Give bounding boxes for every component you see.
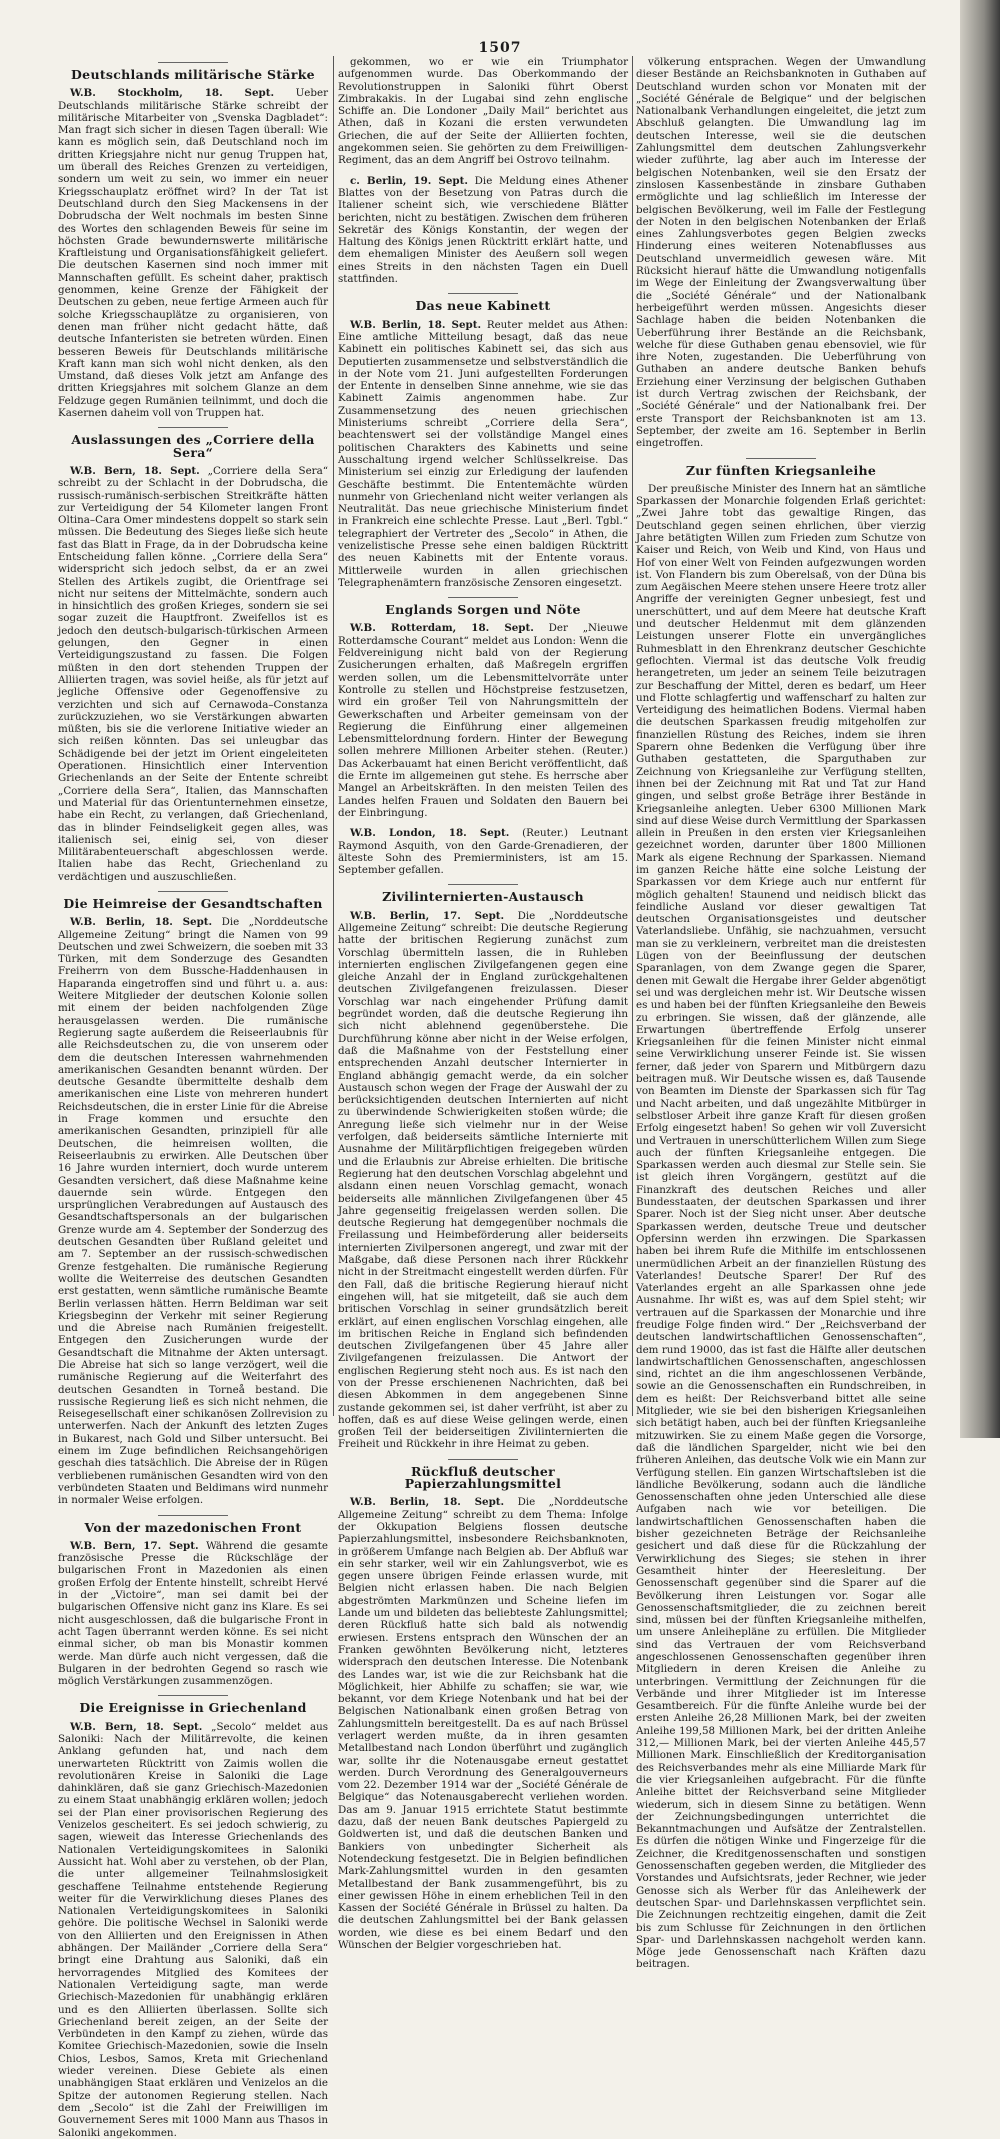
article-text: Die „Norddeutsche Allgemeine Zeitung“ bringt die Namen von 99 Deutschen und zwei Schweizern, die soeben mit 33 Türken, mit dem Sonderzuge des Gesandten Freiherrn von dem Bussche-Haddenhausen in Haparanda eingetroffen sind und führt u. a. aus: Weitere Mitglieder der deutschen Kolonie sollen mit einem der beiden nachfolgenden Züge herausgelassen werden. Die rumänische Regierung sagte außerdem die Reiseerlaubnis für alle Reichsdeutschen zu, die von unserem oder dem die deutschen Interessen wahrnehmenden amerikanischen Gesandten benannt würden. Der deutsche Gesandte übermittelte deshalb dem amerikanischen eine Liste von mehreren hundert Reichsdeutschen, die in erster Linie für die Abreise in Frage kommen und ersuchte den amerikanischen Gesandten, prinzipiell für alle Deutschen, die heimreisen wollten, die Reiseerlaubnis zu erwirken. Alle Deutschen über 16 Jahre wurden interniert, doch wurde unterem Gesandten versichert, daß diese Maßnahme keine dauernde sein würde. Entgegen den ursprünglichen Verabredungen auf Austausch des Gesandtschaftspersonals an der bulgarischen Grenze wurde am 4. September der Sonderzug des deutschen Gesandten über Rußland geleitet und am 7. September an der russisch-schwedischen Grenze festgehalten. Die rumänische Regierung wollte die Weiterreise des deutschen Gesandten erst gestatten, wenn sämtliche rumänische Beamte Berlin verlassen hätten. Herrn Beldiman war seit Kriegsbeginn der Verkehr mit seiner Regierung und die Abreise nach Rumänien freigestellt. Entgegen den Zusicherungen wurde der Gesandtschaft die Mitnahme der Akten untersagt. Die Abreise hat sich so lange verzögert, weil die rumänische Regierung auf die Weiterfahrt des deutschen Gesandten in Torneå bestand. Die russische Regierung ließ es sich nicht nehmen, die Reisegesellschaft einer schikanösen Zollrevision zu unterwerfen. Nach der Ankunft des letzten Zuges in Bukarest, nach Gold und Silber untersucht. Bei einem im Zuge befindlichen Reichsangehörigen geschah dies tatsächlich. Die Abreise der in Rügen verbliebenen rumänischen Gesandten wird von den verbündeten Staaten und Beldimans wird nunmehr in normaler Weise erfolgen. <box>58 916 328 1507</box>
article-body <box>338 910 628 1451</box>
article <box>58 1515 328 1688</box>
article-body <box>58 1721 328 2139</box>
article <box>338 175 628 286</box>
article-text: Die „Norddeutsche Allgemeine Zeitung“ schreibt zu dem Thema: Infolge der Okkupation Belgiens flossen deutsche Papierzahlungsmittel, insbesondere Reichsbanknoten, in größerem Umfange nach Belgien ab. Der Abfluß war ein sehr starker, weil wir ein Zahlungsverbot, wie es gegen unsere übrigen Feinde erlassen wurde, mit Belgien nicht erlassen haben. Die nach Belgien abgeströmten Markmünzen und Scheine liefen im Lande um und bildeten das beliebteste Zahlungsmittel; deren Rückfluß hatte sich bald als notwendig erwiesen. Erstens entsprach den Wünschen der an Franken gewöhnten Bevölkerung nicht, letzteres widersprach den deutschen Interesse. Die Notenbank des Landes war, ist wie die zur Reichsbank hat die Möglichkeit, hier Abhilfe zu schaffen; sie war, wie bekannt, vor dem Kriege Notenbank und hat bei der Belgischen Nationalbank einen großen Betrag von Zahlungsmitteln bereitgestellt. Da es auf nach Brüssel verlagert werden mußte, da in ihren gesamten Metallbestand nach London überführt und zugänglich war, sollte ihr die Notenausgabe erneut gestattet werden. Durch Verordnung des Generalgouverneurs vom 22. Dezember 1914 war der „Société Générale de Belgique“ das Notenausgaberecht verliehen worden. Das am 9. Januar 1915 errichtete Statut bestimmte dazu, daß der neuen Bank deutsches Papiergeld zu Goldwerten ist, und daß die deutschen Banken und Bankiers von unbedingter Sicherheit als Notendeckung festgesetzt. Die in Belgien befindlichen Mark-Zahlungsmittel wurden in den gesamten Metallbestand der Bank zusammengeführt, bis zu einer gewissen Höhe in einem erheblichen Teil in den Kassen der Société Générale in Brüssel zu halten. Da die deutschen Zahlungsmittel bei der Bank gelassen worden, wie diese es bei einem Bedarf und den Wünschen der Belgier vorgeschrieben hat. <box>338 1496 628 1952</box>
headline-rule <box>448 1459 518 1460</box>
article <box>58 427 328 883</box>
article-dateline: W.B. Berlin, 17. Sept. <box>350 909 505 922</box>
article <box>58 1695 328 2138</box>
headline-rule <box>158 1695 228 1696</box>
article-body <box>338 56 628 167</box>
article-headline: Zur fünften Kriegsanleihe <box>685 462 877 478</box>
article-dateline: W.B. Bern, 17. Sept. <box>70 1539 199 1552</box>
article-text: Die Meldung eines Athener Blattes von der Besetzung von Patras durch die Italiener scheint sich, wie verschiedene Blätter berichten, nicht zu bestätigen. Zwischen dem früheren Sekretär des Königs Konstantin, der wegen der Haltung des Königs jenen Rücktritt erklärt hatte, und dem ehemaligen Minister des Aeußern soll wegen eines Streits in den nächsten Tagen ein Duell stattfinden. <box>338 174 628 286</box>
article-body <box>338 622 628 819</box>
headline-rule <box>158 62 228 63</box>
article <box>636 458 926 1971</box>
article-body <box>338 319 628 590</box>
article-body <box>338 175 628 286</box>
headline-rule <box>448 597 518 598</box>
article-dateline: c. Berlin, 19. Sept. <box>350 174 468 187</box>
article-body <box>338 1496 628 1951</box>
headline-rule <box>158 891 228 892</box>
article-body <box>58 465 328 883</box>
article-dateline: W.B. Bern, 18. Sept. <box>70 464 200 477</box>
column-rule <box>333 56 334 1416</box>
article-headline: Von der mazedonischen Front <box>84 1519 302 1535</box>
article-text: „Corriere della Sera“ schreibt zu der Schlacht in der Dobrudscha, die russisch-rumänisch-serbischen Streitkräfte hätten zur Verteidigung der 54 Kilometer langen Front Oltina–Cara Omer mindestens doppelt so stark sein müssen. Die Bedeutung des Sieges ließe sich heute fast das Blatt in Frage, da in der Dobrudscha keine Entscheidung fallen könne. „Corriere della Sera“ widerspricht sich jedoch selbst, da er an zwei Stellen des Artikels zugibt, die Orientfrage sei nicht nur seitens der Mittelmächte, sondern auch in hinsichtlich des großen Krieges, sondern sie sei sogar zuzeit die Hauptfront. Zweifellos ist es jedoch den deutsch-bulgarisch-türkischen Armeen gelungen, den Gegner in einen Verteidigungszustand zu fassen. Die Folgen müßten in den dort stehenden Truppen der Alliierten tragen, was soviel heiße, als für jetzt auf jegliche Offensive oder Gegenoffensive zu verzichten und sich auf Cernawoda–Constanza zurückzuziehen, wo sie Verstärkungen abwarten müßten, bis sie die verlorene Initiative wieder an sich reißen könnten. Das sei unleugbar das Schädigende bei der jetzt im Orient eingeleiteten Operationen. Hinsichtlich einer Intervention Griechenlands an der Seite der Entente schreibt „Corriere della Sera“, Italien, das Mannschaften und Material für das Orientunternehmen einsetze, habe ein Recht, zu verlangen, daß Griechenland, das in blinder Feindseligkeit gegen alles, was italienisch sei, einig sei, von dieser Militärabenteuerschaft abgeschlossen werde. Italien habe das Recht, Griechenland zu verdächtigen und auszuschließen. <box>58 464 328 883</box>
article-headline: Das neue Kabinett <box>415 298 551 314</box>
article-headline: Deutschlands militärische Stärke <box>71 67 315 82</box>
article-body <box>58 1540 328 1688</box>
article-body <box>58 87 328 419</box>
article <box>58 891 328 1507</box>
page-number: 1507 <box>478 40 522 56</box>
headline-rule <box>448 884 518 885</box>
column-3 <box>636 56 926 1971</box>
article-text: völkerung entsprachen. Wegen der Umwandlung dieser Bestände an Reichsbanknoten in Guthaben auf Deutschland wurden schon vor Monaten mit der „Société Générale de Belgique“ und der belgischen Nationalbank Verhandlungen eingeleitet, die jetzt zum Abschluß gelangten. Die Umwandlung lag im deutschen Interesse, weil sie die deutschen Zahlungsmittel dem deutschen Zahlungsverkehr wieder zuführte, lag aber auch im Interesse der belgischen Notenbanken, weil sie den Ersatz der zinslosen Kassenbestände in zinsbare Guthaben ermöglichte und lag schließlich im Interesse der belgischen Bevölkerung, weil im Falle der Festlegung der Noten in den belgischen Notenbanken der Erlaß eines Zahlungsverbotes gegen Belgien zwecks Hinderung eines weiteren Notenabflusses aus Deutschland unvermeidlich gewesen wäre. Mit Rücksicht hierauf hätte die Umwandlung notigenfalls im Wege der Einleitung der Zwangsverwaltung über die „Société Générale“ und der Nationalbank herbeigeführt werden müssen. Angesichts dieser Sachlage haben die beiden Notenbanken die Ueberführung ihrer Bestände an die Reichsbank, welche für diese Guthaben genau ebensoviel, wie für ihre Noten, zugestanden. Die Ueberführung von Guthaben an andere deutsche Banken behufs Erziehung einer Verzinsung der belgischen Guthaben ist durch Vertrag zwischen der Reichsbank, der „Société Générale“ und der Nationalbank frei. Der erste Transport der Reichsbanknoten ist am 13. September, der zweite am 16. September in Berlin eingetroffen. <box>636 56 926 450</box>
article-text: Ueber Deutschlands militärische Stärke schreibt der militärische Mitarbeiter von „Svenska Dagbladet“: Man fragt sich sicher in diesen Tagen überall: Wie kann es möglich sein, daß Deutschland noch im dritten Kriegsjahre nicht nur genug Truppen hat, um überall des Reiches Grenzen zu verteidigen, sondern um weit zu sein, wo immer ein neuer Kriegsschauplatz eröffnet wird? In der Tat ist Deutschland durch den Sieg Mackensens in der Dobrudscha der Welt nochmals im besten Sinne des Wortes den schlagenden Beweis für seine im höchsten Grade bewundernswerte militärische Kraftleistung und Organisationsfähigkeit geliefert. Die deutschen Kasernen sind noch immer mit Mannschaften gefüllt. Es scheint daher, praktisch genommen, keine Grenze der Fähigkeit der Deutschen zu geben, neue fertige Armeen auch für solche Kriegsschauplätze zu organisieren, von denen man früher nicht gedacht hätte, daß deutsche Infanteristen sie betreten würden. Einen besseren Beweis für Deutschlands militärische Kraft kann man sich wohl nicht denken, als den Umstand, daß dieses Volk jetzt am Anfange des dritten Kriegsjahres mit solchem Glanze an dem Feldzuge gegen Rumänien teilnimmt, und doch die Kasernen daheim voll von Truppen hat. <box>58 87 328 420</box>
article-dateline: W.B. Berlin, 18. Sept. <box>350 1496 505 1509</box>
headline-rule <box>158 427 228 428</box>
article-headline: Rückfluß deutscher Papierzahlungsmittel <box>404 1463 562 1492</box>
headline-rule <box>746 458 816 459</box>
article <box>636 56 926 450</box>
article-body <box>636 56 926 450</box>
article-text: gekommen, wo er wie ein Triumphator aufgenommen wurde. Das Oberkommando der Revolutionstruppen in Saloniki führt Oberst Zimbrakakis. In der Lugabai sind zehn englische Schiffe an. Die Londoner „Daily Mail“ berichtet aus Athen, daß in Kozani die ersten verwundeten Griechen, die auf der Seite der Alliierten fochten, angekommen seien. Sie gehörten zu dem Freiwilligen-Regiment, das an dem Angriff bei Ostrovo teilnahm. <box>338 56 628 167</box>
article <box>338 827 628 876</box>
article-headline: Zivilinternierten-Austausch <box>382 889 584 905</box>
article-headline: Englands Sorgen und Nöte <box>385 602 581 618</box>
headline-rule <box>158 1515 228 1516</box>
article <box>338 293 628 589</box>
article-text: (Reuter.) Leutnant Raymond Asquith, von den Garde-Grenadieren, der älteste Sohn des Premierministers, ist am 15. September gefallen. <box>338 827 629 877</box>
article-text: Während die gesamte französische Presse die Rückschläge der bulgarischen Front in Mazedonien als einen großen Erfolg der Entente hinstellt, schreibt Hervé in der „Victoire“, man sei damit bei der bulgarischen Offensive nicht ganz ins Klare. Es sei nicht ausgeschlossen, daß die bulgarische Front in acht Tagen überrannt werden könne. Es sei nicht einmal sicher, ob man bis Monastir kommen werde. Man dürfe auch nicht vergessen, daß die Bulgaren in der bedrohten Gegend so rasch wie möglich Verstärkungen zusammenzögen. <box>58 1539 329 1688</box>
column-2 <box>338 56 629 1952</box>
headline-rule <box>448 293 518 294</box>
article-body <box>636 483 926 1971</box>
column-1 <box>58 56 329 2139</box>
article <box>58 62 328 419</box>
article-headline: Die Heimreise der Gesandtschaften <box>63 896 323 911</box>
article-headline: Die Ereignisse in Griechenland <box>79 1700 307 1716</box>
article-dateline: W.B. Rotterdam, 18. Sept. <box>350 622 534 635</box>
article-text: Der „Nieuwe Rotterdamsche Courant“ meldet aus London: Wenn die Feldvereinigung nicht bald von der Regierung Zusicherungen erhalten, daß Maßregeln ergriffen werden sollen, um die Lebensmittelvorräte unter Kontrolle zu stellen und Höchstpreise festzusetzen, wird ein großer Teil von Nahrungsmitteln der Gewerkschaften und Arbeiter gemeinsam von der Regierung die Einführung einer allgemeinen Lebensmittelordnung fordern. Hinter der Bewegung sollen mehrere Millionen Arbeiter stehen. (Reuter.) Das Ackerbauamt hat einen Bericht veröffentlicht, daß die Ernte im allgemeinen gut stehe. Es herrsche aber Mangel an Arbeitskräften. In den meisten Teilen des Landes helfen Frauen und Soldaten den Bauern bei der Einbringung. <box>338 622 628 819</box>
article-text: Die „Norddeutsche Allgemeine Zeitung“ schreibt: Die deutsche Regierung hatte der britischen Regierung zunächst zum Vorschlag übermitteln lassen, die in Ruhleben internierten englischen Zivilgefangenen gegen eine gleiche Anzahl der in England zurückgehaltenen deutschen Zivilgefangenen freizulassen. Dieser Vorschlag war nach eingehender Prüfung damit begründet worden, daß die deutsche Regierung ihn sich nicht ablehnend gegenüberstehe. Die Durchführung könne aber nicht in der Weise erfolgen, daß die Maßnahme von der Feststellung einer entsprechenden Anzahl deutscher Internierter in England abhängig gemacht werde, da ein solcher Austausch schon wegen der Frage der Auswahl der zu berücksichtigenden deutschen Internierten auf nicht zu überwindende Schwierigkeiten stoßen würde; die Anregung ließe sich vielmehr nur in der Weise verfolgen, daß beiderseits sämtliche Internierte mit Ausnahme der Militärpflichtigen freigegeben würden und die Erlaubnis zur Abreise erhielten. Die britische Regierung hat den deutschen Vorschlag abgelehnt und alsdann einen neuen Vorschlag gemacht, wonach beiderseits alle männlichen Zivilgefangenen über 45 Jahre gegenseitig freigelassen werden sollen. Die deutsche Regierung hat demgegenüber nochmals die Freilassung und Heimbeförderung aller beiderseits internierten Zivilpersonen angeregt, und zwar mit der Maßgabe, daß diese Personen nach ihrer Rückkehr nicht in der Streitmacht eingestellt werden dürfen. Für den Fall, daß die britische Regierung hierauf nicht eingehen will, hat sie mitgeteilt, daß sie auch dem britischen Vorschlag in seiner grundsätzlich bereit erklärt, auf einen englischen Vorschlag eingehen, alle im britischen Reiche in England sich befindenden deutschen Zivilgefangenen über 45 Jahre aller Zivilgefangenen freizulassen. Die Antwort der englischen Regierung steht noch aus. Es ist nach den von der Presse erschienenen Nachrichten, daß bei diesen Abkommen in dem angegebenen Sinne zustande gekommen sei, ist daher verfrüht, ist aber zu hoffen, daß es auf diese Weise gelingen werde, einen großen Teil der beiderseitigen Zivilinternierten die Freiheit und Rückkehr in ihre Heimat zu geben. <box>338 909 628 1451</box>
article-dateline: W.B. Stockholm, 18. Sept. <box>70 87 275 100</box>
article-text: Der preußische Minister des Innern hat an sämtliche Sparkassen der Monarchie folgenden Erlaß gerichtet: „Zwei Jahre tobt das gewaltige Ringen, das Deutschland gegen seinen ehrlichen, über vierzig Jahre betätigten Willen zum Frieden zum Schutze von Kaiser und Reich, von Weib und Kind, von Haus und Hof von einer Welt von Feinden aufgezwungen worden ist. Von Flandern bis zum Oberelsaß, von der Düna bis zum Aegäischen Meere stehen unsere Heere trotz aller Angriffe der vereinigten Gegner unbesiegt, fest und unerschüttert, und auf dem Meere hat deutsche Kraft und deutscher Heldenmut mit dem glänzenden Leistungen unserer Flotte ein unvergängliches Ruhmesblatt in den Ehrenkranz deutscher Geschichte geflochten. Viermal ist das deutsche Volk freudig herangetreten, um jeder an seinem Teile beizutragen zur Beschaffung der Mittel, deren es bedarf, um Heer und Flotte schlagfertig und waffenscharf zu halten zur Verteidigung des heimatlichen Bodens. Viermal haben die deutschen Sparkassen freudig mitgeholfen zur finanziellen Rüstung des Reiches, indem sie ihren Sparern ohne Bedenken die Verfügung über ihre Guthaben gestatteten, die Sparguthaben zur Zeichnung von Kriegsanleihe zur Verfügung stellten, ihnen bei der Zeichnung mit Rat und Tat zur Hand gingen, und selbst große Beträge ihrer Bestände in Kriegsanleihe anlegten. Ueber 6300 Millionen Mark sind auf diese Weise durch Vermittlung der Sparkassen allein in Preußen in den ersten vier Kriegsanleihen gezeichnet worden, darunter über 1800 Millionen Mark als eigene Rechnung der Sparkassen. Niemand im ganzen Reiche hätte eine solche Leistung der Sparkassen vor dem Kriege auch nur entfernt für möglich gehalten! Staunend und neidisch blickt das feindliche Ausland vor dieser gewaltigen Tat deutschen Organisationsgeistes und deutscher Vaterlandsliebe. Unfähig, sie nachzuahmen, versucht man sie zu verkleinern, verbreitet man die dreistesten Lügen von der Beeinflussung der deutschen Sparanlagen, von dem Zwange gegen die Sparer, denen mit Gewalt die Hergabe ihrer Gelder abgenötigt sei und was dergleichen mehr ist. Wir Deutsche wissen es und haben bei der fünften Kriegsanleihe den Beweis zu erbringen. Sie wissen, daß der glänzende, alle Erwartungen übertreffende Erfolg unserer Kriegsanleihen für die feinen Minister nicht einmal seine Verwirklichung unserer Feinde ist. Sie wissen ferner, daß jeder von Sparern und Mitbürgern dazu beitragen muß. Wir Deutsche wissen es, daß Tausende von Beamten im Dienste der Sparkassen sich für Tag und Nacht arbeiten, und daß ungezählte Mitbürger in selbstloser Arbeit ihre ganze Kraft für diesen großen Erfolg eingesetzt haben! So gehen wir voll Zuversicht und Vertrauen in unerschütterlichem Willen zum Siege auch der fünften Kriegsanleihe entgegen. Die Sparkassen werden auch diesmal zur Stelle sein. Sie ist gleich ihren Vorgängern, gestützt auf die Finanzkraft des deutschen Reiches und aller Bundesstaaten, der deutschen Sparkassen und ihrer Sparer. Noch ist der Sieg nicht unser. Aber deutsche Sparkassen werden, deutsche Treue und deutscher Opfersinn werden ihn erzwingen. Die Sparkassen haben bei ihrem Rufe die Mithilfe im entschlossenen unermüdlichen Arbeit an der finanziellen Rüstung des Vaterlandes! Deutsche Sparer! Der Ruf des Vaterlandes ergeht an alle Sparkassen ohne jede Ausnahme. Ihr wißt es, was auf dem Spiel steht; wir vertrauen auf die Sparkassen der Monarchie und ihre freudige Folge finden wird.“ Der „Reichsverband der deutschen landwirtschaftlichen Genossenschaften“, dem rund 19000, das ist fast die Hälfte aller deutschen landwirtschaftlichen Genossenschaften, angeschlossen sind, richtet an die ihm angeschlossenen Verbände, sowie an die Genossenschaften ein Rundschreiben, in dem es heißt: Der Reichsverband bittet alle seine Mitglieder, wie sie bei den bisherigen Kriegsanleihen sich betätigt haben, auch bei der fünften Kriegsanleihe mitzuwirken. Sie zu einem Maße gegen die Vorsorge, daß die ländlichen Spargelder, nicht wie bei den früheren Anleihen, das deutsche Volk wie ein Mann zur Verfügung stellen. Ein ganzen Wirtschaftsleben ist die ländliche Bevölkerung, sodann auch die ländliche Genossenschaften ohne jeden Unterschied alle diese Aufgaben nach wie vor beteiligen. Die landwirtschaftlichen Genossenschaften haben die bisher gezeichneten Beträge der Reichsanleihe gesichert und daß diese für die Rückzahlung der Verwirklichung des Sieges; sie stehen in ihrer Gesamtheit hinter der Heeresleitung. Der Genossenschaft gegenüber sind die Sparer auf die Bevölkerung ihren Leistungen vor. Sogar alle Genossenschaftsmitglieder, die zu zeichnen bereit sind, müssen bei der fünften Kriegsanleihe mithelfen, um unsere Anleihepläne zu erfüllen. Die Mitglieder sind das Vertrauen der vom Reichsverband angeschlossenen Genossenschaften gegenüber ihren Mitgliedern in deren Kreisen die Anleihe zu unterbringen. Vermittlung der Zeichnungen für die Verbände und ihrer Mitglieder ist im Interesse Gesamtbereich. Für die fünfte Anleihe wurde bei der ersten Anleihe 26,28 Millionen Mark, bei der zweiten Anleihe 199,58 Millionen Mark, bei der dritten Anleihe 312,— Millionen Mark, bei der vierten Anleihe 445,57 Millionen Mark. Einschließlich der Kreditorganisation des Reichsverbandes mehr als eine Milliarde Mark für die vier Kriegsanleihen aufgebracht. Für die fünfte Anleihe bittet der Reichsverband seine Mitglieder wiederum, sich in diesem Sinne zu betätigen. Wenn der Zeichnungsbedingungen unterrichtet die Bekanntmachungen und Aufsätze der Zentralstellen. Es dürfen die nötigen Winke und Fingerzeige für die Zeichner, die Kreditgenossenschaften und sonstigen Genossenschaften gegeben werden, die Mitglieder des Vorstandes und Aufsichtsrats, jeder Rechner, wie jeder Genosse sich als Werber für das Anleihewerk der deutschen Spar- und Darlehnskassen verpflichtet sein. Die Zeichnungen rechtzeitig eingehen, damit die Zeit bis zum Schlusse für Zeichnungen in den örtlichen Spar- und Darlehnskassen nachgeholt werden kann. Möge jede Genossenschaft nach Kräften dazu beitragen. <box>636 482 926 1971</box>
article-dateline: W.B. Bern, 18. Sept. <box>70 1720 203 1733</box>
column-rule <box>632 56 633 1416</box>
page-edge-shadow <box>960 0 1000 1438</box>
article-dateline: W.B. Berlin, 18. Sept. <box>350 318 482 331</box>
article-text: Reuter meldet aus Athen: Eine amtliche Mitteilung besagt, daß das neue Kabinett ein politisches Kabinett sei, das sich aus Deputierten zusammensetze und selbstverständlich die in der Note vom 21. Juni aufgestellten Forderungen der Entente in denselben Sinne annehme, wie sie das Kabinett Zaimis angenommen habe. Zur Zusammensetzung des neuen griechischen Ministeriums schreibt „Corriere della Sera“, beachtenswert sei der vollständige Mangel eines politischen Charakters des Kabinetts und seine Ausschaltung irgend welcher Schlüsselkreise. Das Ministerium sei einzig zur Erledigung der laufenden Geschäfte bestimmt. Die Ententemächte würden nunmehr von Griechenland nicht weiter verlangen als Neutralität. Das neue griechische Ministerium findet in Frankreich eine schlechte Presse. Laut „Berl. Tgbl.“ telegraphiert der Vertreter des „Secolo“ in Athen, die venizelistische Presse sehe einen baldigen Rücktritt des neuen Kabinetts mit der Entente voraus. Mittlerweile wurden in allen griechischen Telegraphenämtern französische Zensoren eingesetzt. <box>338 318 628 589</box>
article-body <box>338 827 628 876</box>
article <box>338 884 628 1450</box>
article <box>338 597 628 819</box>
article-text: „Secolo“ meldet aus Saloniki: Nach der Militärrevolte, die keinen Anklang gefunden hat, und nach dem unerwarteten Rücktritt von Zaimis wollen die revolutionären Kreise in Saloniki die Lage dahinklären, daß sie ganz Griechisch-Mazedonien zu einem Staat unabhängig erklären wollen; jedoch sei der Plan einer provisorischen Regierung des Venizelos gescheitert. Es sei jedoch schwierig, zu sagen, wieweit das Interesse Griechenlands des Nationalen Verteidigungskomitees in Saloniki Aussicht hat. Wohl aber zu verstehen, ob der Plan, die unter allgemeiner Teilnahmslosigkeit geschaffene Teilnahme entstehende Regierung weiter für die Verwirklichung dieses Planes des Nationalen Verteidigungskomitees in Saloniki gehöre. Die politische Wechsel in Saloniki werde von den Alliierten und den Ereignissen in Athen abhängen. Der Mailänder „Corriere della Sera“ bringt eine Drahtung aus Saloniki, daß ein hervorragendes Mitglied des Komitees der Nationalen Verteidigung sagte, man werde Griechisch-Mazedonien für unabhängig erklären und es den Alliierten überlassen. Sollte sich Griechenland bereit zeigen, an der Seite der Verbündeten in den Kampf zu ziehen, würde das Komitee Griechisch-Mazedonien, sowie die Inseln Chios, Lesbos, Samos, Kreta mit Griechenland wieder vereinen. Diese Gebiete als einen unabhängigen Staat erklären und Venizelos an die Spitze der autonomen Regierung stellen. Nach dem „Secolo“ ist die Zahl der Freiwilligen im Gouvernement Seres mit 1000 Mann aus Thasos in Saloniki angekommen. <box>58 1720 329 2139</box>
article-dateline: W.B. Berlin, 18. Sept. <box>70 916 213 929</box>
article-headline: Auslassungen des „Corriere della Sera“ <box>71 432 315 460</box>
article-dateline: W.B. London, 18. Sept. <box>350 827 510 840</box>
article <box>338 1459 628 1952</box>
article <box>338 56 628 167</box>
article-body <box>58 916 328 1506</box>
